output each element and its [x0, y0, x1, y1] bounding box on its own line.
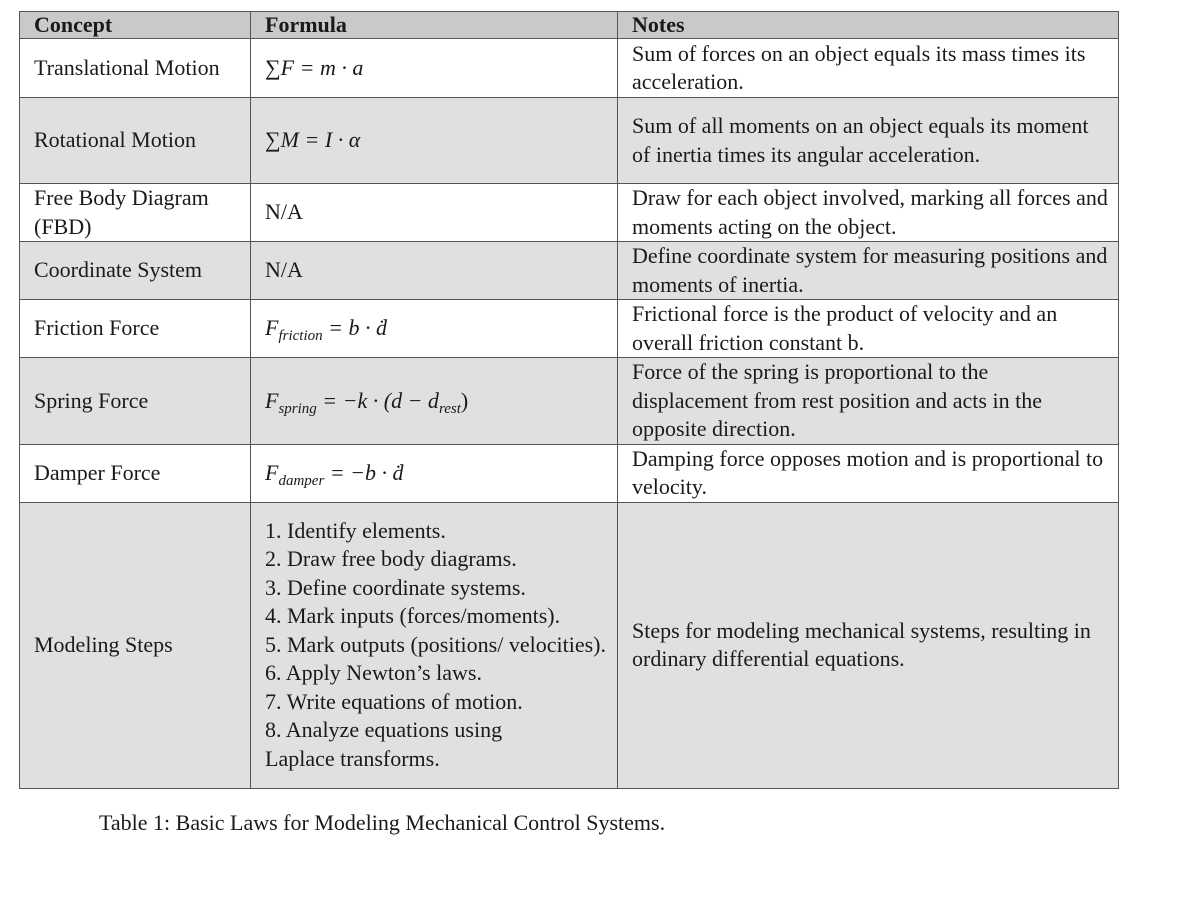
formula-cell: [251, 39, 618, 98]
concept-cell: Coordinate System: [20, 242, 251, 300]
formula-cell: [251, 444, 618, 502]
notes-cell: Draw for each object involved, marking all forces and moments acting on the object.: [618, 184, 1119, 242]
header-notes: Notes: [618, 12, 1119, 39]
notes-cell: Damping force opposes motion and is proportional to velocity.: [618, 444, 1119, 502]
mechanical-laws-table: [19, 11, 1119, 789]
modeling-steps-list: [265, 517, 607, 774]
formula-lhs: ∑M: [265, 127, 300, 153]
formula-cell: N/A: [251, 242, 618, 300]
table-row: [20, 502, 1119, 788]
table-row: [20, 444, 1119, 502]
table-row: [20, 358, 1119, 445]
formula-rhs: = −k · (d − d: [316, 387, 439, 413]
notes-cell: Define coordinate system for measuring positions and moments of inertia.: [618, 242, 1119, 300]
concept-cell: Modeling Steps: [20, 502, 251, 788]
notes-cell: Frictional force is the product of velocity and an overall friction constant b.: [618, 300, 1119, 358]
formula-rhs: = I · α: [299, 127, 361, 153]
step-item: 3. Define coordinate systems.: [265, 574, 526, 600]
concept-cell: Translational Motion: [20, 39, 251, 98]
formula-lhs: ∑F: [265, 54, 295, 80]
table-row: [20, 242, 1119, 300]
formula-rhs: = −b · ḋ: [324, 459, 404, 485]
notes-cell: Force of the spring is proportional to the displacement from rest position and acts in the opposite direction.: [618, 358, 1119, 445]
step-item: 2. Draw free body diagrams.: [265, 546, 517, 572]
concept-cell: Free Body Diagram (FBD): [20, 184, 251, 242]
concept-cell: Damper Force: [20, 444, 251, 502]
step-item: 7. Write equations of motion.: [265, 688, 523, 714]
formula-cell: [251, 300, 618, 358]
concept-cell: Spring Force: [20, 358, 251, 445]
formula-lhs: F: [265, 459, 279, 485]
formula-subscript: rest: [438, 400, 461, 417]
formula-lhs: F: [265, 387, 279, 413]
formula-lhs: F: [265, 315, 279, 341]
table-row: [20, 184, 1119, 242]
formula-rhs: = m · a: [294, 54, 364, 80]
table-caption: Table 1: Basic Laws for Modeling Mechanical Control Systems.: [99, 810, 666, 835]
step-item: 8. Analyze equations using Laplace transforms.: [265, 717, 503, 771]
table-row: [20, 300, 1119, 358]
header-formula: Formula: [251, 12, 618, 39]
notes-cell: Steps for modeling mechanical systems, resulting in ordinary differential equations.: [618, 502, 1119, 788]
step-item: 6. Apply Newton’s laws.: [265, 660, 482, 686]
formula-cell: [251, 358, 618, 445]
notes-cell: Sum of forces on an object equals its mass times its acceleration.: [618, 39, 1119, 98]
formula-rhs: = b · ḋ: [322, 315, 387, 341]
formula-subscript: friction: [278, 328, 323, 345]
step-item: 1. Identify elements.: [265, 517, 446, 543]
step-item: 5. Mark outputs (positions/ velocities).: [265, 631, 606, 657]
notes-cell: Sum of all moments on an object equals its moment of inertia times its angular acceleration.: [618, 98, 1119, 184]
formula-subscript: damper: [278, 472, 325, 489]
concept-cell: Rotational Motion: [20, 98, 251, 184]
header-concept: Concept: [20, 12, 251, 39]
table-row: [20, 98, 1119, 184]
concept-cell: Friction Force: [20, 300, 251, 358]
step-item: 4. Mark inputs (forces/moments).: [265, 603, 561, 629]
formula-subscript: spring: [278, 400, 317, 417]
table-row: [20, 39, 1119, 98]
header-row: [20, 12, 1119, 39]
formula-cell: [251, 502, 618, 788]
formula-cell: [251, 98, 618, 184]
formula-tail: ): [460, 387, 469, 413]
formula-cell: N/A: [251, 184, 618, 242]
